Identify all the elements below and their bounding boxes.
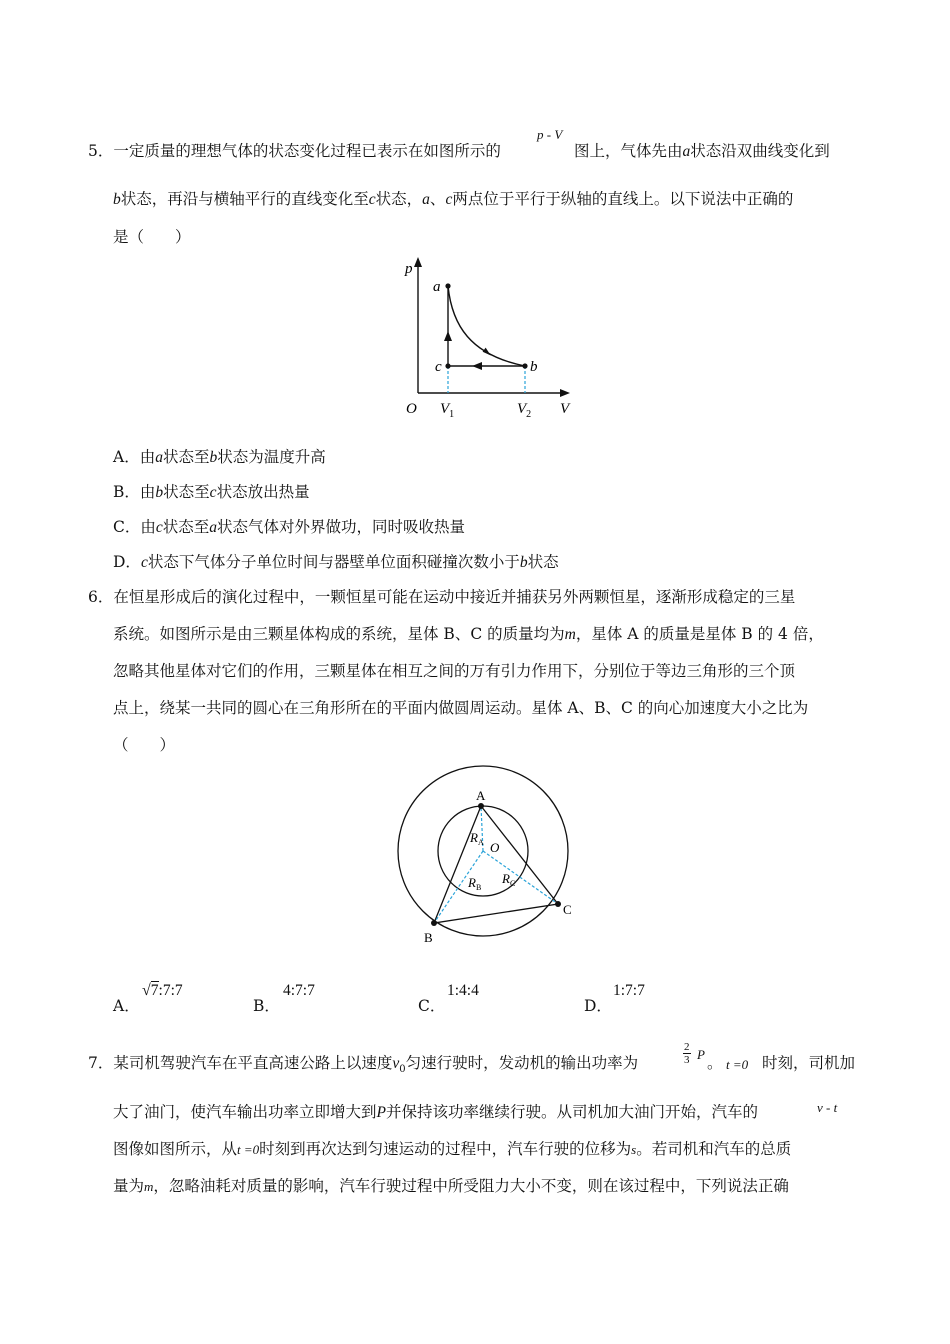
star-a: [478, 803, 484, 809]
q5-option-d: D．c状态下气体分子单位时间与器壁单位面积碰撞次数小于b状态: [113, 553, 559, 571]
q6-option-c: C．: [418, 997, 446, 1015]
q6-option-d: D．: [584, 997, 612, 1015]
q7-line2: 大了油门，使汽车输出功率立即增大到P并保持该功率继续行驶。从司机加大油门开始，汽车的: [113, 1103, 758, 1121]
q6-option-a-value: √7:7:7: [142, 982, 183, 999]
label-star-a: A: [476, 788, 486, 803]
q7-line1: 7．某司机驾驶汽车在平直高速公路上以速度$v_0$匀速行驶时，发动机的输出功率为: [88, 1054, 639, 1076]
q6-option-c-value: 1:4:4: [447, 982, 479, 999]
label-rb: $R_B$: [468, 875, 482, 892]
label-ra: $R_A$: [470, 830, 484, 847]
p-axis-label: p: [405, 261, 413, 277]
q5-option-b: B．由b状态至c状态放出热量: [113, 483, 310, 501]
pv-diagram: [400, 255, 580, 420]
label-rc: $R_C$: [502, 871, 516, 888]
label-v1: $V_1$: [440, 401, 455, 420]
q7-line3: 图像如图所示，从t =0时刻到再次达到匀速运动的过程中，汽车行驶的位移为s。若司机和汽车的总质: [113, 1140, 792, 1158]
q6-option-b-value: 4:7:7: [283, 982, 315, 999]
pv-label: p - V: [537, 127, 563, 142]
label-center-o: O: [490, 840, 500, 855]
q6-line4: 点上，绕某一共同的圆心在三角形所在的平面内做圆周运动。星体 A、B、C 的向心加速度大小之比为: [113, 699, 809, 717]
q6-line2: 系统。如图所示是由三颗星体构成的系统，星体 B、C 的质量均为m，星体 A 的质量是星体 B 的 4 倍，: [113, 625, 824, 643]
label-a: a: [433, 279, 441, 295]
q5-line1-b: 图上，气体先由a状态沿双曲线变化到: [574, 142, 830, 160]
q7-power-p: P: [697, 1047, 705, 1062]
q5-number: 5．: [88, 142, 114, 160]
triangle: [434, 806, 558, 923]
label-v2: $V_2$: [517, 401, 532, 420]
q5-option-a: A．由a状态至b状态为温度升高: [113, 448, 326, 466]
v-axis-label: V: [560, 401, 570, 417]
q6-line1: 6．在恒星形成后的演化过程中，一颗恒星可能在运动中接近并捕获另外两颗恒星，逐渐形成稳定的三星: [88, 588, 796, 606]
q6-option-b: B．: [253, 997, 280, 1015]
q6-line5: （ ）: [113, 736, 176, 754]
three-star-diagram: [395, 762, 585, 944]
label-star-b: B: [424, 930, 433, 944]
label-b: b: [530, 359, 538, 375]
label-c: c: [435, 359, 442, 375]
q6-line3: 忽略其他星体对它们的作用，三颗星体在相互之间的万有引力作用下，分别位于等边三角形的三个顶: [113, 662, 796, 680]
star-c: [555, 901, 561, 907]
q6-option-d-value: 1:7:7: [613, 982, 645, 999]
q7-line1-c: 。: [707, 1054, 723, 1072]
point-c: [445, 363, 450, 368]
q7-line1-d: 时刻，司机加: [762, 1054, 856, 1072]
point-b: [522, 363, 527, 368]
q7-vt-label: v - t: [817, 1100, 838, 1115]
q6-option-a: A．: [113, 997, 140, 1015]
star-b: [431, 920, 437, 926]
point-a: [445, 283, 450, 288]
origin-label: O: [406, 401, 417, 417]
q5-option-c: C．由c状态至a状态气体对外界做功，同时吸收热量: [113, 518, 466, 536]
q7-line4: 量为m，忽略油耗对质量的影响，汽车行驶过程中所受阻力大小不变，则在该过程中，下列说法正确: [113, 1177, 789, 1195]
q5-line1: 5．一定质量的理想气体的状态变化过程已表示在如图所示的: [88, 142, 501, 160]
q5-line3: 是（ ）: [113, 228, 191, 246]
q7-power-fraction: $\frac{2}{3}$: [684, 1041, 690, 1066]
q7-t0: t =0: [726, 1057, 749, 1072]
hyperbola-curve: [448, 286, 525, 366]
q5-line2: b状态，再沿与横轴平行的直线变化至c状态，a、c两点位于平行于纵轴的直线上。以下说法中正确的: [113, 190, 794, 208]
label-star-c: C: [563, 902, 572, 917]
